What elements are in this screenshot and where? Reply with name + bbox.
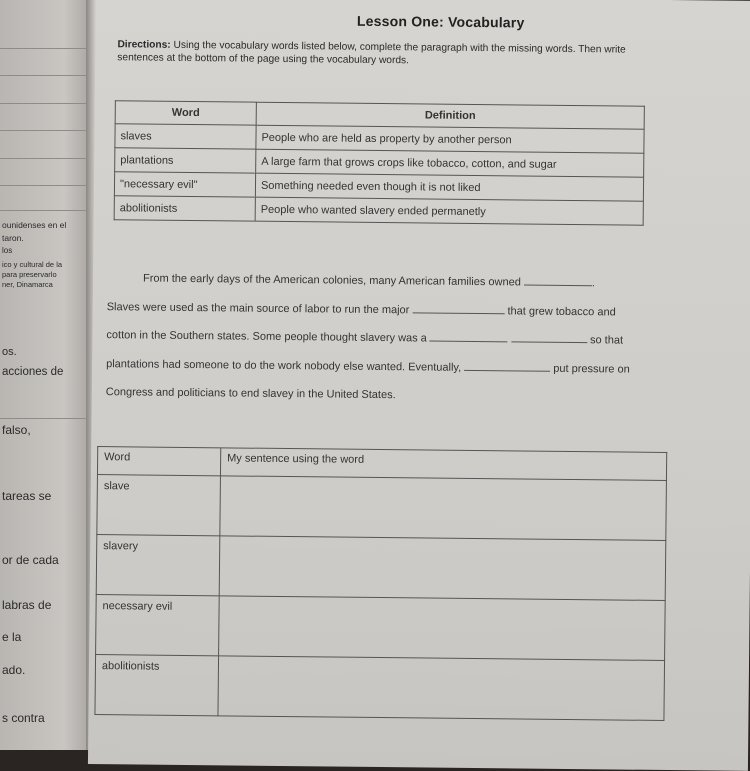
answer-blank[interactable]: [430, 331, 508, 343]
vocabulary-table: [114, 100, 645, 226]
paragraph-text: plantations had someone to do the work nobody else wanted. Eventually,: [106, 357, 462, 374]
left-page-text: ounidenses en el: [2, 220, 67, 230]
paragraph-text: Congress and politicians to end slavey in the United States.: [105, 386, 396, 402]
left-page-text: ico y cultural de la: [2, 260, 63, 269]
vocab-definition: A large farm that grows crops like tobacco, cotton, and sugar: [256, 149, 644, 177]
sentence-answer-cell[interactable]: [219, 596, 666, 661]
left-page-text: taron.: [2, 233, 24, 243]
sentence-answer-cell[interactable]: [219, 536, 666, 601]
answer-blank[interactable]: [511, 331, 587, 343]
rule-line: [0, 48, 88, 49]
directions-label: Directions:: [117, 39, 171, 51]
left-page-text: os.: [2, 346, 17, 358]
paragraph-text: cotton in the Southern states. Some people thought slavery was a: [106, 329, 427, 345]
fill-in-paragraph: [106, 264, 671, 412]
table-row: [96, 535, 666, 601]
left-page-text: or de cada: [2, 553, 59, 567]
vocab-word: plantations: [115, 148, 256, 173]
left-page-text: para preservarlo: [2, 270, 57, 279]
sentence-answer-cell[interactable]: [218, 656, 665, 721]
table-row: [96, 595, 666, 661]
rule-line: [0, 210, 88, 211]
vocab-definition: Something needed even though it is not liked: [255, 173, 643, 201]
rule-line: [0, 418, 88, 419]
left-page-text: acciones de: [2, 366, 64, 378]
sentence-word: abolitionists: [95, 655, 219, 716]
vocab-word: slaves: [115, 124, 256, 149]
paragraph-text: so that: [589, 334, 624, 347]
table-row: [97, 475, 667, 541]
left-page-text: falso,: [2, 423, 31, 437]
left-page-text: e la: [2, 630, 22, 644]
rule-line: [0, 158, 88, 159]
rule-line: [0, 103, 88, 104]
rule-line: [0, 185, 88, 186]
sentence-header-word: Word: [97, 447, 220, 476]
vocab-definition: People who wanted slavery ended permanetly: [255, 197, 643, 225]
sentence-answer-cell[interactable]: [220, 476, 667, 541]
paragraph-text: .: [591, 277, 596, 290]
paragraph-text: From the early days of the American colonies, many American families owned: [142, 272, 521, 289]
left-page: [0, 0, 92, 750]
sentence-table: [94, 446, 667, 721]
vocab-word: abolitionists: [114, 196, 255, 221]
answer-blank[interactable]: [412, 302, 504, 314]
page-title: Lesson One: Vocabulary: [356, 12, 525, 31]
answer-blank[interactable]: [524, 274, 592, 286]
table-row: [114, 196, 643, 226]
sentence-word: necessary evil: [96, 595, 220, 656]
left-page-text: ner, Dinamarca: [2, 280, 53, 289]
rule-line: [0, 130, 88, 131]
directions-text: Using the vocabulary words listed below, complete the paragraph with the missing words. Then write sentences at the bottom of the page using the vocabulary words.: [117, 39, 626, 67]
left-page-text: labras de: [2, 598, 52, 612]
paragraph-text: Slaves were used as the main source of labor to run the major: [106, 300, 410, 316]
table-row: [95, 655, 665, 721]
paragraph-text: that grew tobacco and: [507, 304, 616, 318]
left-page-text: los: [2, 246, 13, 255]
vocab-word: "necessary evil": [114, 172, 255, 197]
rule-line: [0, 75, 88, 76]
left-page-text: tareas se: [2, 489, 52, 503]
worksheet-page: [88, 0, 750, 771]
vocab-definition: People who are held as property by another person: [256, 125, 644, 153]
sentence-word: slave: [97, 475, 221, 536]
answer-blank[interactable]: [464, 359, 550, 371]
left-page-text: ado.: [2, 663, 26, 677]
paragraph-text: put pressure on: [553, 362, 630, 376]
vocab-header-word: Word: [115, 101, 256, 125]
vocab-header-definition: Definition: [256, 102, 644, 129]
left-page-text: s contra: [2, 711, 45, 725]
sentence-header-sentence: My sentence using the word: [220, 448, 666, 481]
sentence-word: slavery: [96, 535, 220, 596]
directions: [117, 38, 673, 70]
